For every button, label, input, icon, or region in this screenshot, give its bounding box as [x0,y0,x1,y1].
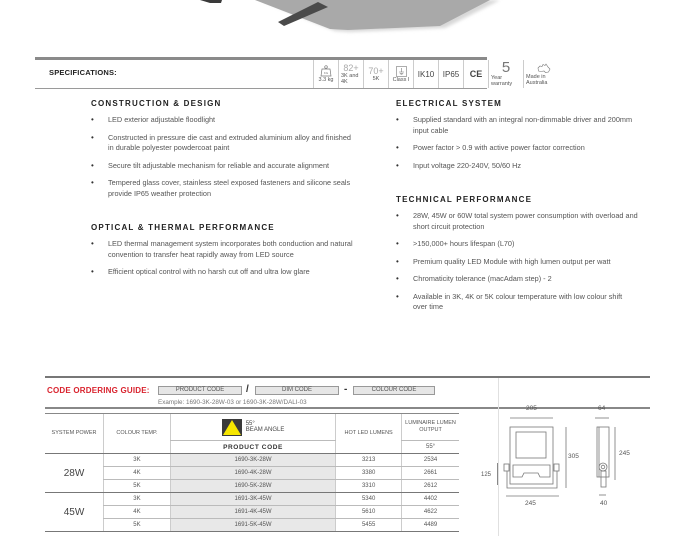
cell-temp: 3K [104,454,171,467]
product-code-box: PRODUCT CODE [158,386,242,395]
cri-82-label: 3K and 4K [341,72,359,85]
dim-code-box: DIM CODE [255,386,339,395]
cell-hot: 3380 [336,467,402,480]
list-item: • Tempered glass cover, stainless steel exposed fasteners and silicone seals provide IP65 weather protection [91,178,356,199]
technical-title: TECHNICAL PERFORMANCE [396,195,533,204]
svg-text:KG: KG [323,71,329,75]
cell-output: 4489 [402,519,459,532]
table-row [45,493,459,506]
header-hot-led: HOT LED LUMENS [336,414,402,454]
cell-output: 4622 [402,506,459,519]
power-45w: 45W [45,493,104,532]
spec-ce [463,60,488,88]
warranty-label: Year warranty [491,75,513,87]
cell-code: 1690-4K-28W [170,467,335,480]
cell-temp: 4K [104,467,171,480]
dim-front-width-bottom: 245 [525,500,536,507]
cell-temp: 3K [104,493,171,506]
table-row [45,506,459,519]
dim-side-width-top: 64 [598,405,606,412]
ce-mark-icon: CE [469,69,483,79]
list-item: • 28W, 45W or 60W total system power consumption with overload and short circuit protection [396,211,638,232]
header-system-power: SYSTEM POWER [45,414,104,454]
list-item: • Input voltage 220-240V, 50/60 Hz [396,161,636,172]
list-item: • LED thermal management system incorporates both conduction and natural convention to transfer heat rapidly away from LED source [91,239,356,260]
warranty-icon: 5 [501,59,511,76]
cri-icon: 82+ [343,62,359,73]
dim-side-width-bottom: 40 [600,500,608,507]
header-luminaire-angle: 55° [402,441,459,454]
product-photo [0,0,696,50]
beam-angle-label: BEAM ANGLE [245,427,285,433]
ordering-title: CODE ORDERING GUIDE: [47,386,150,395]
specifications-title: SPECIFICATIONS: [49,68,117,77]
power-28w: 28W [45,454,104,493]
spec-ip [438,60,463,88]
dim-side-height: 245 [619,450,630,457]
cell-code: 1690-3K-28W [170,454,335,467]
technical-section [396,195,638,320]
cell-hot: 5455 [336,519,402,532]
cell-hot: 3310 [336,480,402,493]
australia-map-icon [537,63,551,74]
class-label: Class I [392,76,410,83]
list-item: • >150,000+ hours lifespan (L70) [396,239,638,250]
beam-angle-icon [222,419,242,436]
colour-code-box: COLOUR CODE [353,386,435,395]
list-item: • Efficient optical control with no harsh cut off and ultra low glare [91,267,356,278]
header-product-code: PRODUCT CODE [170,441,335,454]
table-row [45,519,459,532]
header-colour-temp: COLOUR TEMP. [104,414,171,454]
cell-code: 1690-5K-28W [170,480,335,493]
cell-temp: 5K [104,519,171,532]
cri-icon: 70+ [368,65,384,76]
ik-rating: IK10 [417,69,435,79]
list-item: • Constructed in pressure die cast and extruded aluminium alloy and finished in durable polyester powdercoat paint [91,133,356,154]
cell-hot: 5610 [336,506,402,519]
construction-section [91,99,356,206]
spec-class [388,60,413,88]
cell-output: 4402 [402,493,459,506]
table-row [45,480,459,493]
optical-title: OPTICAL & THERMAL PERFORMANCE [91,223,275,232]
cell-code: 1691-4K-45W [170,506,335,519]
cell-hot: 5340 [336,493,402,506]
spec-cri-82 [338,60,363,88]
optical-section [91,223,356,285]
separator-dash: - [344,384,348,395]
cell-output: 2612 [402,480,459,493]
cell-temp: 5K [104,480,171,493]
dim-front-width-top: 205 [526,405,537,412]
cell-temp: 4K [104,506,171,519]
beam-angle-value: 55° [245,420,255,427]
cell-output: 2661 [402,467,459,480]
spec-warranty [488,60,523,88]
spec-cri-70 [363,60,388,88]
list-item: • Available in 3K, 4K or 5K colour temperature with low colour shift over time [396,292,638,313]
spec-icons [313,60,563,88]
list-item: • Chromaticity tolerance (macAdam step) - 2 [396,274,638,285]
cri-70-label: 5K [372,75,380,82]
list-item: • Supplied standard with an integral non-dimmable driver and 200mm input cable [396,115,636,136]
list-item: • Power factor > 0.9 with active power factor correction [396,143,636,154]
table-row [45,467,459,480]
weight-icon [320,65,332,77]
header-luminaire-output: LUMINAIRE LUMEN OUTPUT [402,414,459,441]
ip-rating: IP65 [442,69,460,79]
earth-ground-icon [396,66,407,77]
floodlight-dimension-drawing [490,395,650,536]
cell-code: 1691-5K-45W [170,519,335,532]
made-in-label: Made in Australia [526,73,548,86]
electrical-title: ELECTRICAL SYSTEM [396,99,503,108]
list-item: • Secure tilt adjustable mechanism for reliable and accurate alignment [91,161,356,172]
cell-hot: 3213 [336,454,402,467]
spec-weight [313,60,338,88]
separator-slash: / [246,384,249,395]
ordering-example: Example: 1690-3K-28W-03 or 1690-3K-28W/DALI-03 [158,399,307,406]
specifications-bar [35,57,548,89]
table-row [45,454,459,467]
construction-title: CONSTRUCTION & DESIGN [91,99,222,108]
list-item: • LED exterior adjustable floodlight [91,115,356,126]
spec-made-in [523,60,563,88]
spec-ik [413,60,438,88]
cell-output: 2534 [402,454,459,467]
weight-label: 3.3 kg [318,77,334,83]
cell-code: 1691-3K-45W [170,493,335,506]
electrical-section [396,99,636,178]
product-table [45,413,459,532]
dim-front-height: 305 [568,453,579,460]
list-item: • Premium quality LED Module with high lumen output per watt [396,257,638,268]
side-value: 125 [481,472,492,478]
header-beam [170,414,335,441]
